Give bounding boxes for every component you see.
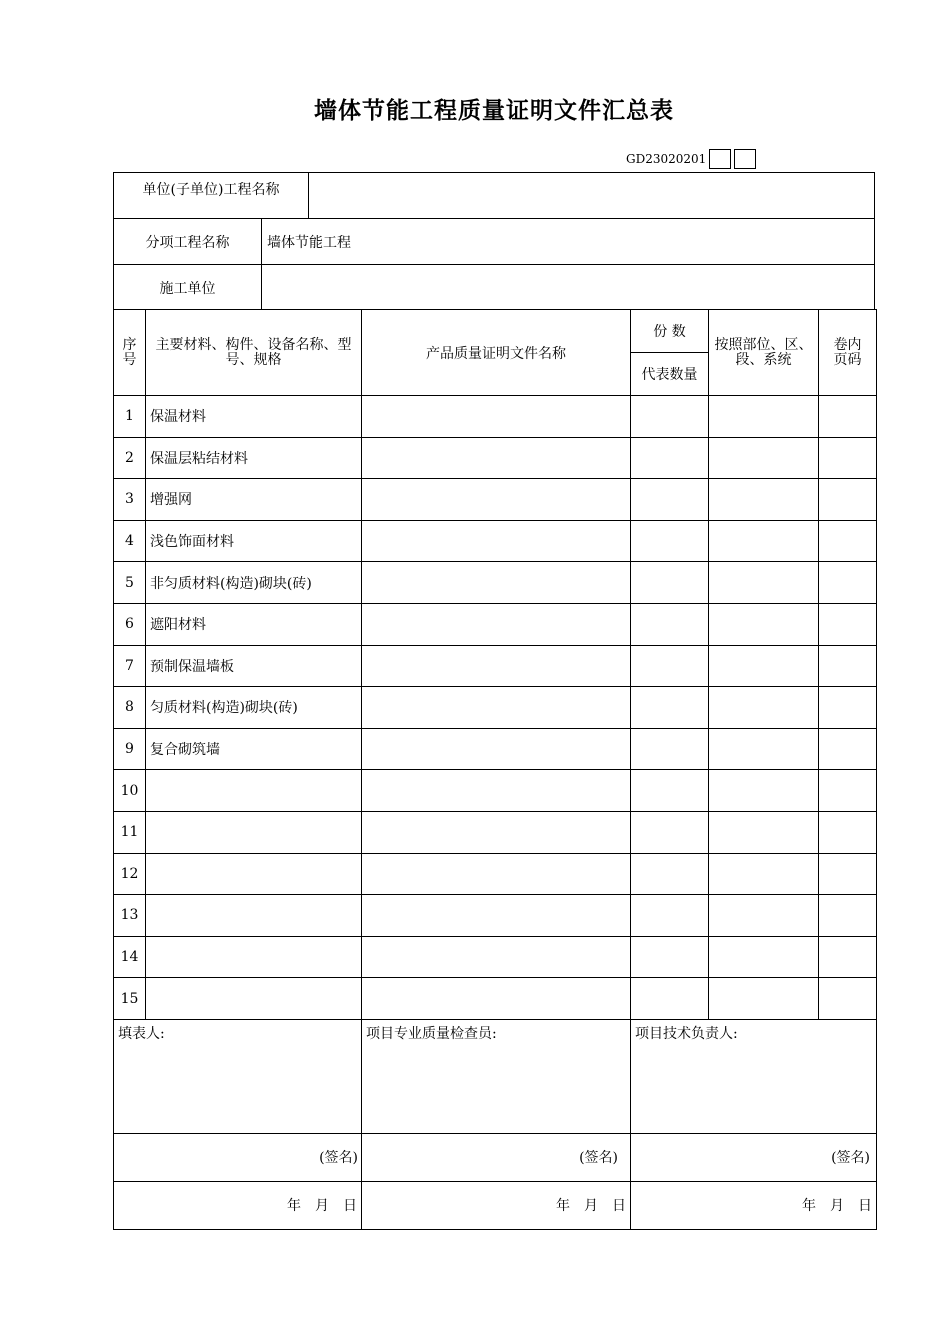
row-seq: 4 [114,520,146,562]
col-rep-qty-header: 代表数量 [631,353,709,396]
row-cert-name[interactable] [362,853,631,895]
row-location[interactable] [709,562,819,604]
row-cert-name[interactable] [362,645,631,687]
form-code-text: GD23020201 [626,152,707,166]
row-seq: 3 [114,479,146,521]
row-rep-qty[interactable] [631,936,709,978]
row-rep-qty[interactable] [631,603,709,645]
row-seq: 6 [114,603,146,645]
table-row [114,396,877,438]
unit-project-label: 单位(子单位)工程名称 [114,173,309,218]
row-material[interactable]: 遮阳材料 [146,603,362,645]
row-material[interactable]: 增强网 [146,479,362,521]
row-location[interactable] [709,936,819,978]
row-rep-qty[interactable] [631,895,709,937]
row-cert-name[interactable] [362,562,631,604]
table-row [114,853,877,895]
table-row [114,603,877,645]
table-row [114,811,877,853]
col-page-header: 卷内页码 [819,310,877,396]
col-seq-header: 序号 [114,310,146,396]
row-rep-qty[interactable] [631,687,709,729]
row-material[interactable]: 保温层粘结材料 [146,437,362,479]
col-location-header: 按照部位、区、段、系统 [709,310,819,396]
row-cert-name[interactable] [362,895,631,937]
table-row [114,562,877,604]
row-cert-name[interactable] [362,687,631,729]
construction-unit-label: 施工单位 [114,265,262,310]
row-page[interactable] [819,520,877,562]
row-page[interactable] [819,978,877,1020]
row-location[interactable] [709,396,819,438]
row-rep-qty[interactable] [631,396,709,438]
row-location[interactable] [709,479,819,521]
row-location[interactable] [709,978,819,1020]
row-material[interactable] [146,895,362,937]
row-seq: 9 [114,728,146,770]
col-material-header: 主要材料、构件、设备名称、型号、规格 [146,310,362,396]
row-location[interactable] [709,437,819,479]
row-location[interactable] [709,520,819,562]
row-page[interactable] [819,562,877,604]
row-page[interactable] [819,437,877,479]
row-material[interactable]: 保温材料 [146,396,362,438]
row-page[interactable] [819,645,877,687]
table-row [114,687,877,729]
sub-project-label: 分项工程名称 [114,219,262,264]
row-page[interactable] [819,853,877,895]
page-title: 墙体节能工程质量证明文件汇总表 [314,98,674,124]
row-material[interactable]: 复合砌筑墙 [146,728,362,770]
row-location[interactable] [709,603,819,645]
construction-unit-row [113,264,875,310]
row-material[interactable] [146,811,362,853]
row-seq: 1 [114,396,146,438]
row-seq: 10 [114,770,146,812]
construction-unit-value[interactable] [262,265,874,310]
inspector-label: 项目专业质量检查员: [362,1019,631,1133]
row-rep-qty[interactable] [631,520,709,562]
row-page[interactable] [819,770,877,812]
tech-lead-sign[interactable]: (签名) [631,1133,877,1181]
row-seq: 2 [114,437,146,479]
table-row [114,728,877,770]
filler-label: 填表人: [114,1019,362,1133]
col-cert-name-header: 产品质量证明文件名称 [362,310,631,396]
table-row [114,936,877,978]
row-rep-qty[interactable] [631,437,709,479]
row-location[interactable] [709,895,819,937]
row-page[interactable] [819,811,877,853]
summary-table [113,309,877,1230]
row-material[interactable]: 预制保温墙板 [146,645,362,687]
table-row [114,895,877,937]
tech-lead-label: 项目技术负责人: [631,1019,877,1133]
table-row [114,978,877,1020]
row-rep-qty[interactable] [631,562,709,604]
row-location[interactable] [709,770,819,812]
row-location[interactable] [709,728,819,770]
sub-project-row [113,218,875,264]
table-row [114,645,877,687]
form-code-box-2[interactable] [734,149,756,169]
row-cert-name[interactable] [362,936,631,978]
row-rep-qty[interactable] [631,770,709,812]
row-rep-qty[interactable] [631,645,709,687]
form-code-box-1[interactable] [709,149,731,169]
inspector-sign[interactable]: (签名) [362,1133,631,1181]
row-seq: 12 [114,853,146,895]
row-seq: 11 [114,811,146,853]
row-cert-name[interactable] [362,978,631,1020]
row-page[interactable] [819,895,877,937]
sub-project-value[interactable]: 墙体节能工程 [267,234,351,251]
filler-date[interactable]: 年 月 日 [114,1181,362,1229]
row-rep-qty[interactable] [631,479,709,521]
row-location[interactable] [709,811,819,853]
table-row [114,520,877,562]
row-page[interactable] [819,603,877,645]
row-page[interactable] [819,687,877,729]
row-material[interactable] [146,770,362,812]
table-row [114,437,877,479]
row-material[interactable] [146,853,362,895]
table-row [114,479,877,521]
row-cert-name[interactable] [362,437,631,479]
table-row [114,770,877,812]
col-copies-header: 份 数 [631,310,709,353]
row-page[interactable] [819,936,877,978]
row-material[interactable]: 匀质材料(构造)砌块(砖) [146,687,362,729]
row-material[interactable]: 浅色饰面材料 [146,520,362,562]
row-rep-qty[interactable] [631,978,709,1020]
row-page[interactable] [819,479,877,521]
row-page[interactable] [819,728,877,770]
row-cert-name[interactable] [362,396,631,438]
row-seq: 8 [114,687,146,729]
row-rep-qty[interactable] [631,853,709,895]
row-seq: 13 [114,895,146,937]
tech-lead-date[interactable]: 年 月 日 [631,1181,877,1229]
row-location[interactable] [709,853,819,895]
row-cert-name[interactable] [362,811,631,853]
row-seq: 7 [114,645,146,687]
row-material[interactable]: 非匀质材料(构造)砌块(砖) [146,562,362,604]
row-seq: 15 [114,978,146,1020]
row-seq: 14 [114,936,146,978]
row-material[interactable] [146,978,362,1020]
row-material[interactable] [146,936,362,978]
row-cert-name[interactable] [362,770,631,812]
row-cert-name[interactable] [362,479,631,521]
row-page[interactable] [819,396,877,438]
row-rep-qty[interactable] [631,728,709,770]
row-cert-name[interactable] [362,520,631,562]
form-code [626,149,756,169]
row-cert-name[interactable] [362,603,631,645]
inspector-date[interactable]: 年 月 日 [362,1181,631,1229]
unit-project-row [113,172,875,218]
row-seq: 5 [114,562,146,604]
row-location[interactable] [709,687,819,729]
row-cert-name[interactable] [362,728,631,770]
filler-sign[interactable]: (签名) [114,1133,362,1181]
unit-project-value[interactable] [309,173,874,218]
row-location[interactable] [709,645,819,687]
row-rep-qty[interactable] [631,811,709,853]
